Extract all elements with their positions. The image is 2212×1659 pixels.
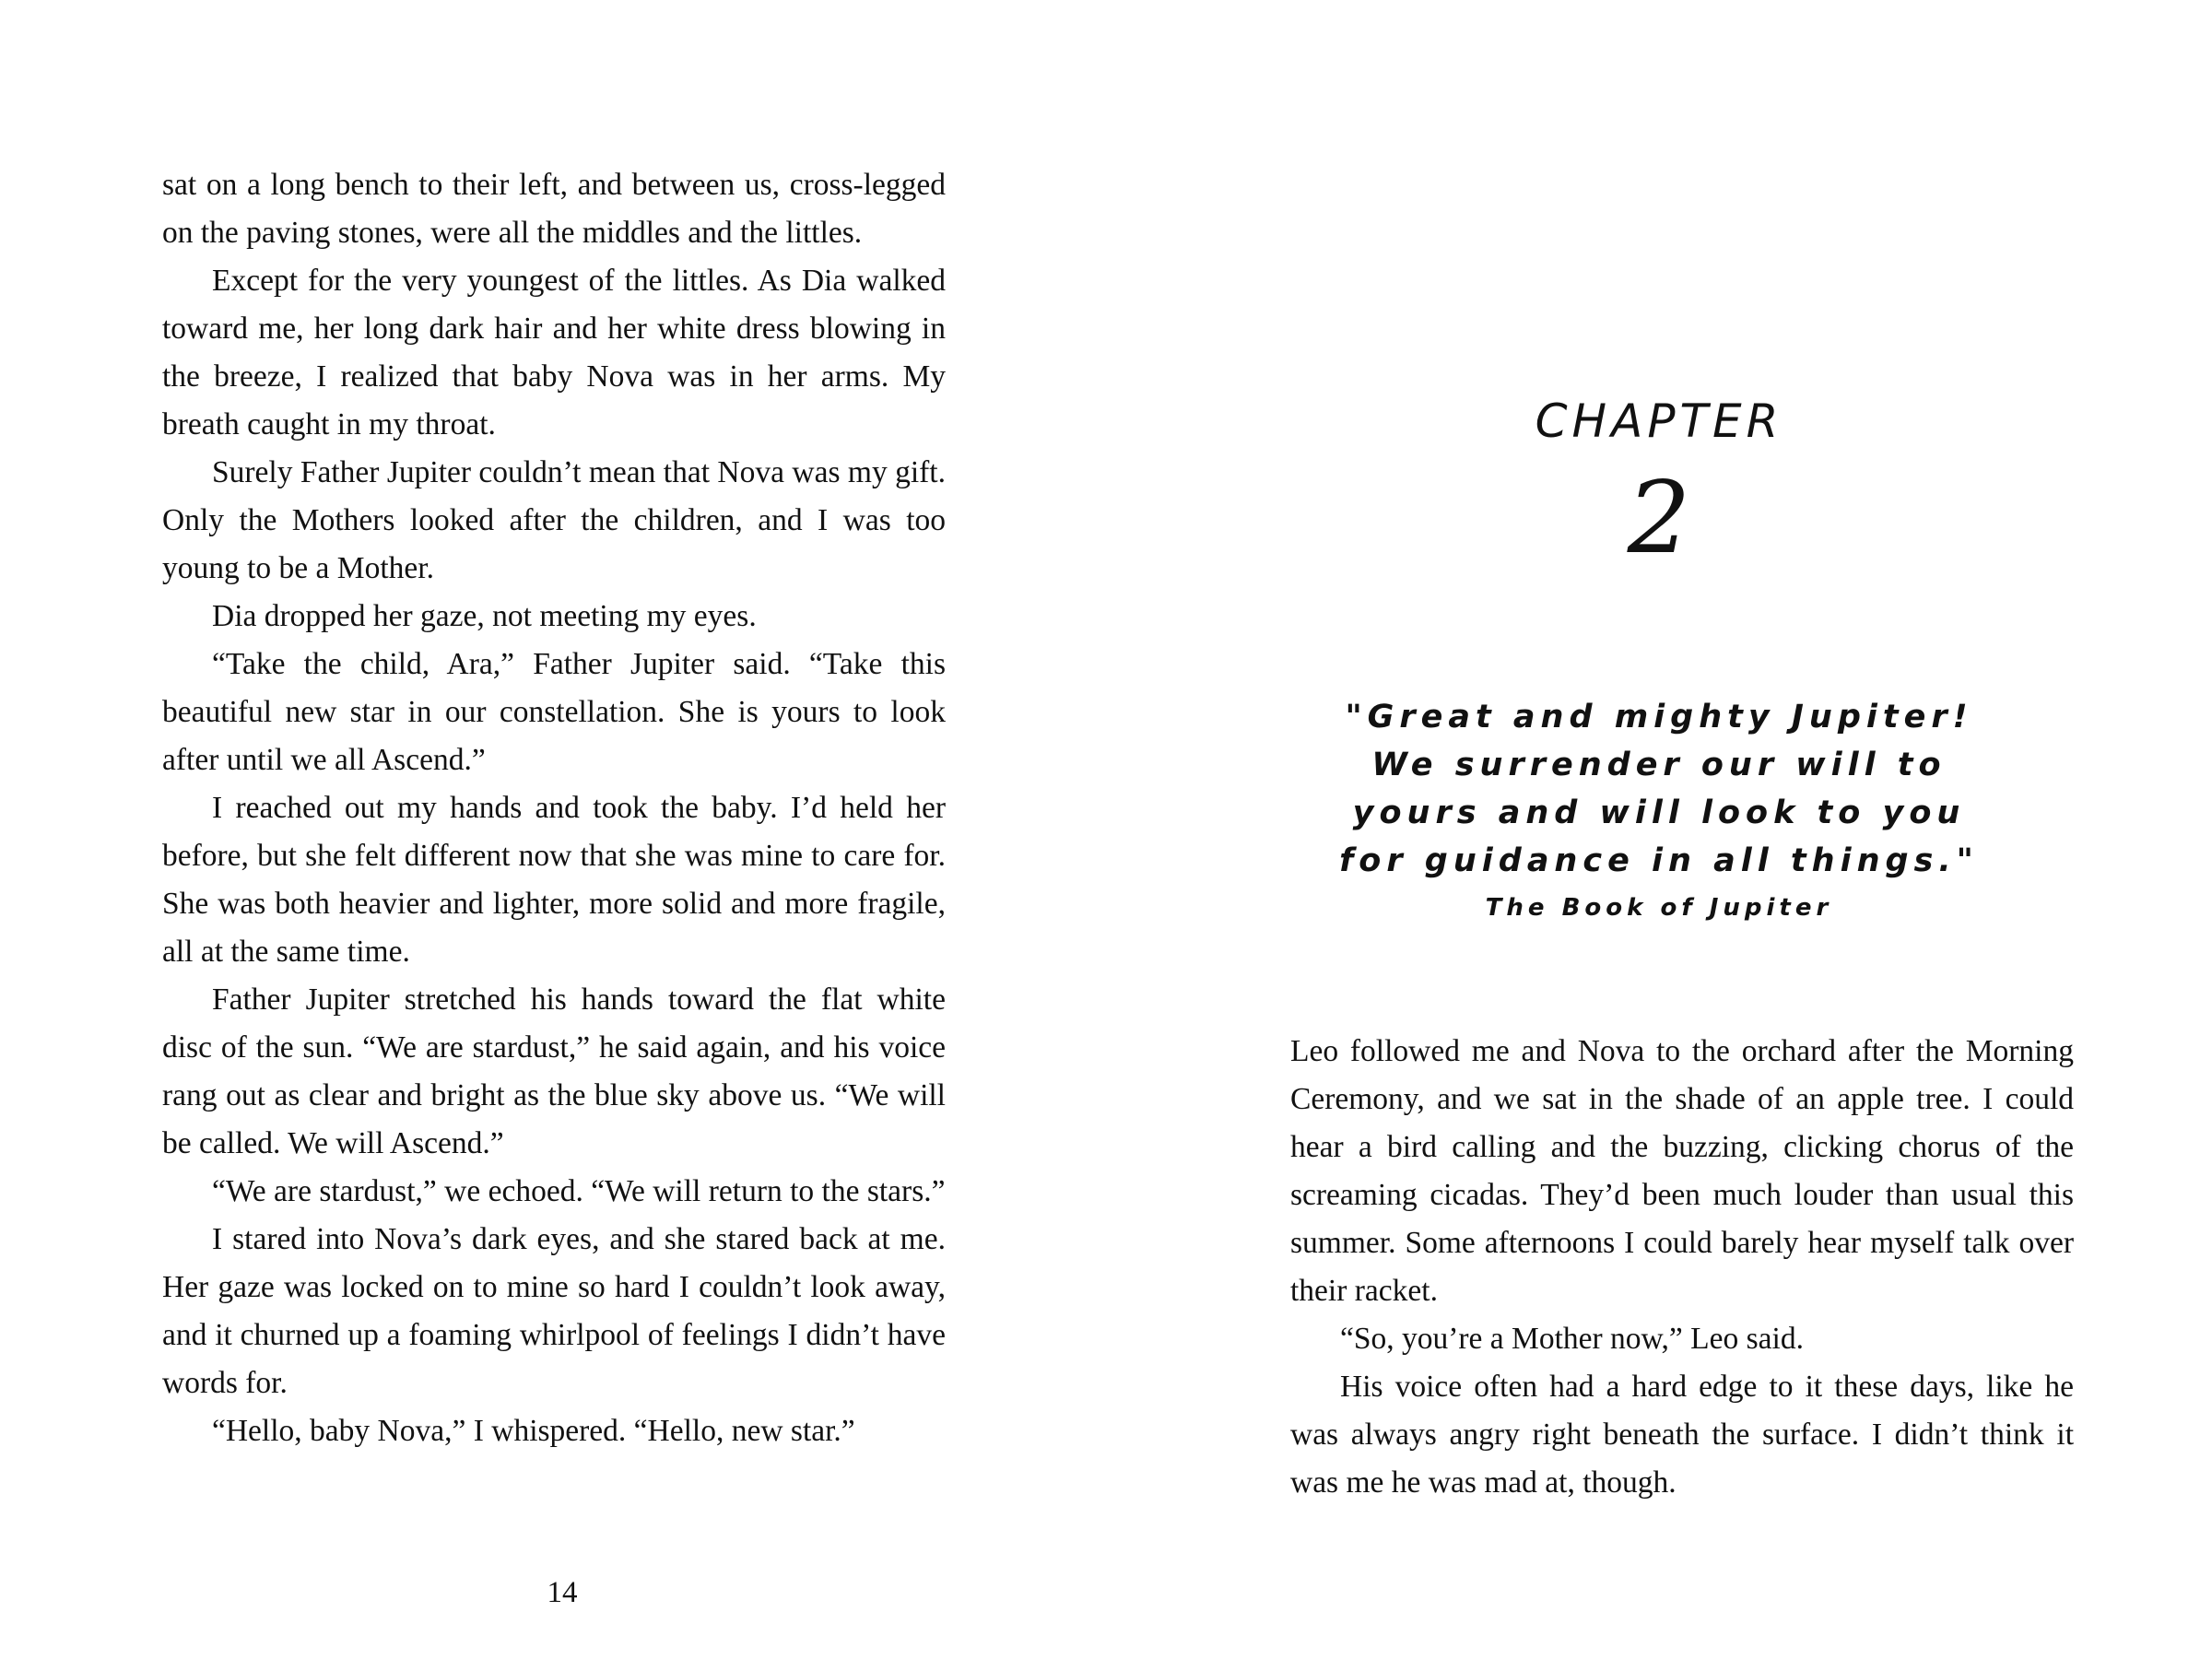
right-page: [1106, 0, 2212, 1659]
right-page-body: [1290, 1028, 2074, 1507]
page-number: 14: [547, 1576, 578, 1609]
paragraph: sat on a long bench to their left, and between us, cross-legged on the paving stones, were all the middles and the littles.: [162, 168, 946, 250]
paragraph: His voice often had a hard edge to it these days, like he was always angry right beneath the surface. I didn’t think it was me he was mad at, though.: [1290, 1370, 2074, 1500]
paragraph: Dia dropped her gaze, not meeting my eyes.: [212, 599, 757, 633]
paragraph: “Take the child, Ara,” Father Jupiter said. “Take this beautiful new star in our constellation. She is yours to look after until we all Ascend.”: [162, 647, 946, 777]
epigraph-line: We surrender our will to: [1371, 747, 1947, 783]
left-page-body: [162, 161, 946, 1455]
paragraph: Father Jupiter stretched his hands toward the flat white disc of the sun. “We are stardust,” he said again, and his voice rang out as clear and bright as the blue sky above us. “We will be called. We will Ascend.”: [162, 982, 946, 1160]
epigraph-line: for guidance in all things.": [1339, 842, 1979, 879]
epigraph-source: The Book of Jupiter: [1485, 894, 1833, 922]
paragraph: “We are stardust,” we echoed. “We will return to the stars.”: [212, 1174, 946, 1208]
epigraph-line: yours and will look to you: [1352, 794, 1966, 831]
chapter-heading: CHAPTER: [1535, 394, 1783, 448]
paragraph: Leo followed me and Nova to the orchard after the Morning Ceremony, and we sat in the shade of an apple tree. I could hear a bird calling and the buzzing, clicking chorus of the screaming cicadas. They’d been much louder than usual this summer. Some afternoons I could barely hear myself talk over their racket.: [1290, 1034, 2074, 1308]
paragraph: I reached out my hands and took the baby. I’d held her before, but she felt different now that she was mine to care for. She was both heavier and lighter, more solid and more fragile, all at the same time.: [162, 791, 946, 969]
epigraph-line: "Great and mighty Jupiter!: [1345, 699, 1973, 735]
paragraph: Except for the very youngest of the littles. As Dia walked toward me, her long dark hair and her white dress blowing in the breeze, I realized that baby Nova was in her arms. My breath caught in my throat.: [162, 264, 946, 441]
paragraph: I stared into Nova’s dark eyes, and she stared back at me. Her gaze was locked on to mine so hard I couldn’t look away, and it churned up a foaming whirlpool of feelings I didn’t have words for.: [162, 1222, 946, 1400]
paragraph: “Hello, baby Nova,” I whispered. “Hello, new star.”: [212, 1414, 855, 1448]
paragraph: “So, you’re a Mother now,” Leo said.: [1340, 1322, 1804, 1356]
paragraph: Surely Father Jupiter couldn’t mean that Nova was my gift. Only the Mothers looked after the children, and I was too young to be a Mother.: [162, 455, 946, 585]
chapter-number: 2: [1627, 461, 1691, 576]
epigraph: [1106, 693, 2212, 885]
